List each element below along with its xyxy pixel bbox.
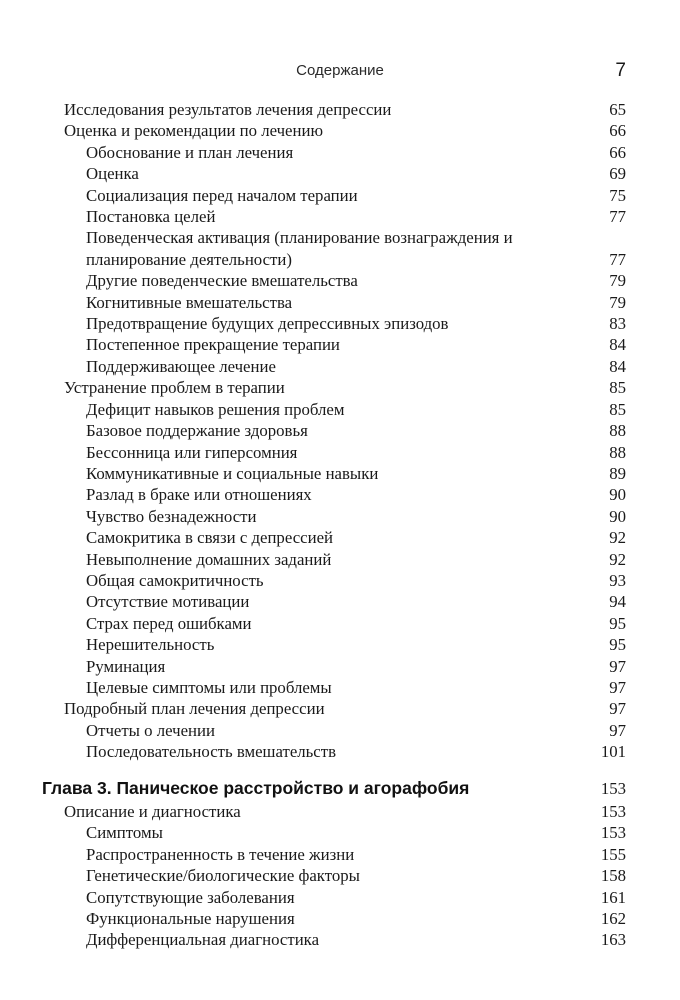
page-number: 7: [615, 60, 626, 81]
toc-subsection-entry: [0, 865, 680, 886]
toc-entry-page: 161: [600, 887, 626, 907]
toc-entry-page: 88: [609, 421, 626, 441]
toc-subsection-entry: [0, 442, 680, 463]
toc-entry-page: 95: [609, 613, 626, 633]
toc-subsection-entry: [0, 570, 680, 591]
toc-entry-title: Поведенческая активация (планирование вознаграждения и планирование деятельности): [86, 228, 513, 269]
toc-entry-title: Руминация: [86, 656, 166, 676]
toc-entry-page: 153: [600, 778, 626, 798]
toc-subsection-entry: [0, 741, 680, 762]
toc-subsection-entry: [0, 844, 680, 865]
toc-entry-title: Социализация перед началом терапии: [86, 185, 358, 205]
toc-subsection-entry: [0, 463, 680, 484]
toc-entry-page: 69: [609, 164, 626, 184]
toc-entry-title: Оценка: [86, 164, 139, 184]
toc-entry-page: 153: [600, 823, 626, 843]
toc-entry-title: Симптомы: [86, 823, 163, 843]
toc-entry-page: 155: [600, 844, 626, 864]
toc-entry-title: Предотвращение будущих депрессивных эпизодов: [86, 314, 449, 334]
toc-subsection-entry: [0, 677, 680, 698]
toc-entry-page: 84: [609, 335, 626, 355]
toc-entry-title: Сопутствующие заболевания: [86, 887, 295, 907]
toc-entry-title: Глава 3. Паническое расстройство и агорафобия: [42, 777, 470, 798]
toc-subsection-entry: [0, 908, 680, 929]
toc-subsection-entry: [0, 591, 680, 612]
toc-entry-page: 93: [609, 570, 626, 590]
toc-section-entry: [0, 120, 680, 141]
toc-entry-title: Целевые симптомы или проблемы: [86, 677, 332, 697]
toc-subsection-entry: [0, 822, 680, 843]
toc-subsection-entry: [0, 656, 680, 677]
toc-entry-title: Когнитивные вмешательства: [86, 292, 293, 312]
toc-entry-title: Последовательность вмешательств: [86, 742, 337, 762]
toc-entry-title: Постепенное прекращение терапии: [86, 335, 340, 355]
toc-subsection-entry: [0, 720, 680, 741]
toc-entry-page: 66: [609, 121, 626, 141]
toc-entry-title: Устранение проблем в терапии: [64, 378, 285, 398]
toc-entry-page: 85: [609, 399, 626, 419]
toc-entry-title: Распространенность в течение жизни: [86, 844, 355, 864]
toc-subsection-entry: [0, 527, 680, 548]
toc-subsection-entry: [0, 270, 680, 291]
toc-entry-title: Подробный план лечения депрессии: [64, 699, 325, 719]
toc-entry-title: Постановка целей: [86, 207, 216, 227]
toc-entry-page: 92: [609, 549, 626, 569]
toc-section-entry: [0, 99, 680, 120]
toc-subsection-entry: [0, 142, 680, 163]
toc-section-entry: [0, 698, 680, 719]
toc-entry-title: Отчеты о лечении: [86, 720, 215, 740]
toc-section-entry: [0, 801, 680, 822]
toc-entry-page: 90: [609, 506, 626, 526]
toc-entry-page: 66: [609, 142, 626, 162]
toc-entry-page: 65: [609, 100, 626, 119]
toc-entry-page: 97: [609, 656, 626, 676]
toc-entry-page: 153: [600, 802, 626, 821]
toc-subsection-entry: [0, 549, 680, 570]
toc-subsection-entry: [0, 634, 680, 655]
toc-entry-page: 97: [609, 677, 626, 697]
toc-subsection-entry: [0, 185, 680, 206]
toc-entry-title: Исследования результатов лечения депрессии: [64, 100, 392, 119]
toc-entry-page: 75: [609, 185, 626, 205]
toc-entry-page: 97: [609, 720, 626, 740]
toc-entry-title: Генетические/биологические факторы: [86, 866, 360, 886]
toc-entry-page: 79: [609, 271, 626, 291]
toc-entry-title: Оценка и рекомендации по лечению: [64, 121, 323, 141]
toc-entry-page: 97: [609, 699, 626, 719]
toc-subsection-entry: [0, 929, 680, 950]
toc-entry-title: Обоснование и план лечения: [86, 142, 294, 162]
toc-entry-page: 85: [609, 378, 626, 398]
toc-entry-page: 158: [600, 866, 626, 886]
toc-entry-title: Самокритика в связи с депрессией: [86, 528, 333, 548]
toc-entry-title: Описание и диагностика: [64, 802, 241, 821]
toc-entry-page: 77: [609, 249, 626, 269]
toc-entry-title: Разлад в браке или отношениях: [86, 485, 312, 505]
toc-entry-title: Отсутствие мотивации: [86, 592, 250, 612]
toc-entry-page: 79: [609, 292, 626, 312]
toc-subsection-entry: [0, 292, 680, 313]
toc-entry-title: Базовое поддержание здоровья: [86, 421, 308, 441]
toc-entry-title: Нерешительность: [86, 635, 215, 655]
toc-subsection-entry: [0, 313, 680, 334]
toc-subsection-entry: [0, 399, 680, 420]
toc-entry-title: Дефицит навыков решения проблем: [86, 399, 345, 419]
toc-entry-page: 89: [609, 463, 626, 483]
running-header: [0, 60, 680, 84]
toc-entry-title: Страх перед ошибками: [86, 613, 252, 633]
toc-subsection-entry: [0, 887, 680, 908]
toc-entry-title: Коммуникативные и социальные навыки: [86, 463, 379, 483]
toc-entry-page: 162: [600, 909, 626, 929]
toc-subsection-entry: [0, 484, 680, 505]
toc-entry-title: Чувство безнадежности: [86, 506, 257, 526]
toc-chapter-entry: [0, 778, 680, 799]
toc-entry-page: 94: [609, 592, 626, 612]
toc-entry-title: Дифференциальная диагностика: [86, 930, 320, 950]
toc-subsection-entry: [0, 613, 680, 634]
toc-entry-page: 90: [609, 485, 626, 505]
table-of-contents: [0, 99, 680, 951]
toc-entry-page: 77: [609, 207, 626, 227]
toc-entry-page: 84: [609, 356, 626, 376]
toc-entry-page: 88: [609, 442, 626, 462]
toc-entry-page: 95: [609, 635, 626, 655]
toc-entry-title: Другие поведенческие вмешательства: [86, 271, 358, 291]
toc-subsection-entry: [0, 206, 680, 227]
toc-entry-page: 101: [600, 742, 626, 762]
toc-entry-page: 92: [609, 528, 626, 548]
running-title: Содержание: [296, 62, 384, 79]
toc-entry-title: Невыполнение домашних заданий: [86, 549, 332, 569]
toc-entry-page: 83: [609, 314, 626, 334]
toc-section-entry: [0, 377, 680, 398]
toc-entry-title: Поддерживающее лечение: [86, 356, 276, 376]
toc-entry-title: Бессонница или гиперсомния: [86, 442, 298, 462]
toc-subsection-entry: [0, 506, 680, 527]
toc-subsection-entry: [0, 334, 680, 355]
toc-subsection-entry: [0, 420, 680, 441]
toc-entry-title: Общая самокритичность: [86, 570, 264, 590]
toc-subsection-entry: [0, 163, 680, 184]
toc-subsection-entry: [0, 356, 680, 377]
toc-subsection-entry: [0, 227, 680, 270]
toc-entry-page: 163: [600, 930, 626, 950]
toc-entry-title: Функциональные нарушения: [86, 909, 295, 929]
